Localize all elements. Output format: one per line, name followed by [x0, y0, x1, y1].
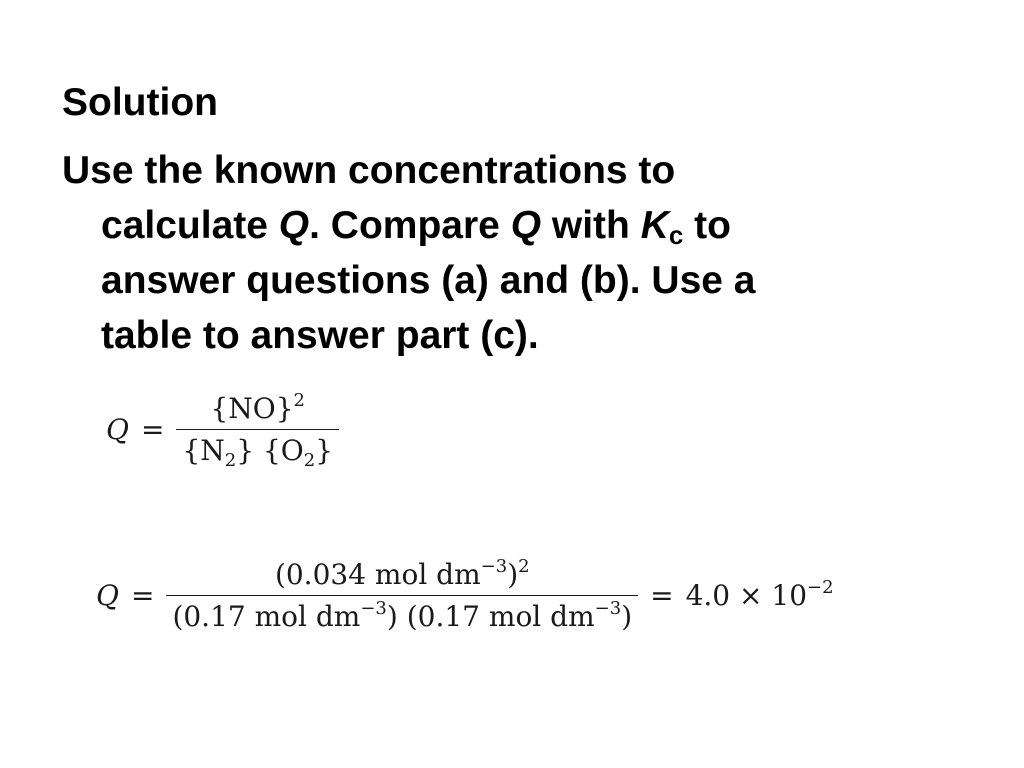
equals-sign: =: [650, 579, 674, 612]
k-symbol: K: [640, 204, 669, 247]
q-symbol: Q: [510, 204, 542, 247]
fraction-numerator: (0.034 mol $dm^{-3})^2$: [274, 556, 530, 591]
q-calculation-equation: [96, 558, 834, 633]
paragraph-line-2: calculate Q. Compare Q with $K_c$ to: [101, 204, 731, 250]
fraction-numerator: {NO}$^2$: [210, 390, 305, 425]
fraction: [166, 558, 638, 633]
solution-paragraph: [62, 143, 942, 363]
paragraph-line-4: table to answer part (c).: [101, 314, 539, 357]
q-symbol: Q: [278, 204, 310, 247]
k-subscript: c: [668, 220, 684, 250]
q-definition-equation: [106, 390, 339, 471]
fraction-denominator: $\{N_2\}$ $\{O_2\}$: [176, 429, 339, 467]
paragraph-line-1: Use the known concentrations to: [62, 149, 676, 192]
equation-lhs: Q: [96, 579, 119, 612]
fraction: [176, 390, 339, 471]
equation-result: $4.0 \times 10^{-2}$: [685, 577, 834, 612]
equals-sign: =: [130, 579, 155, 612]
solution-heading: Solution: [62, 81, 218, 124]
paragraph-line-3: answer questions (a) and (b). Use a: [101, 259, 756, 302]
equals-sign: =: [140, 413, 165, 446]
fraction-denominator: (0.17 mol $dm^{-3}$) (0.17 mol $dm^{-3}$): [166, 595, 638, 633]
equation-lhs: Q: [106, 413, 129, 446]
